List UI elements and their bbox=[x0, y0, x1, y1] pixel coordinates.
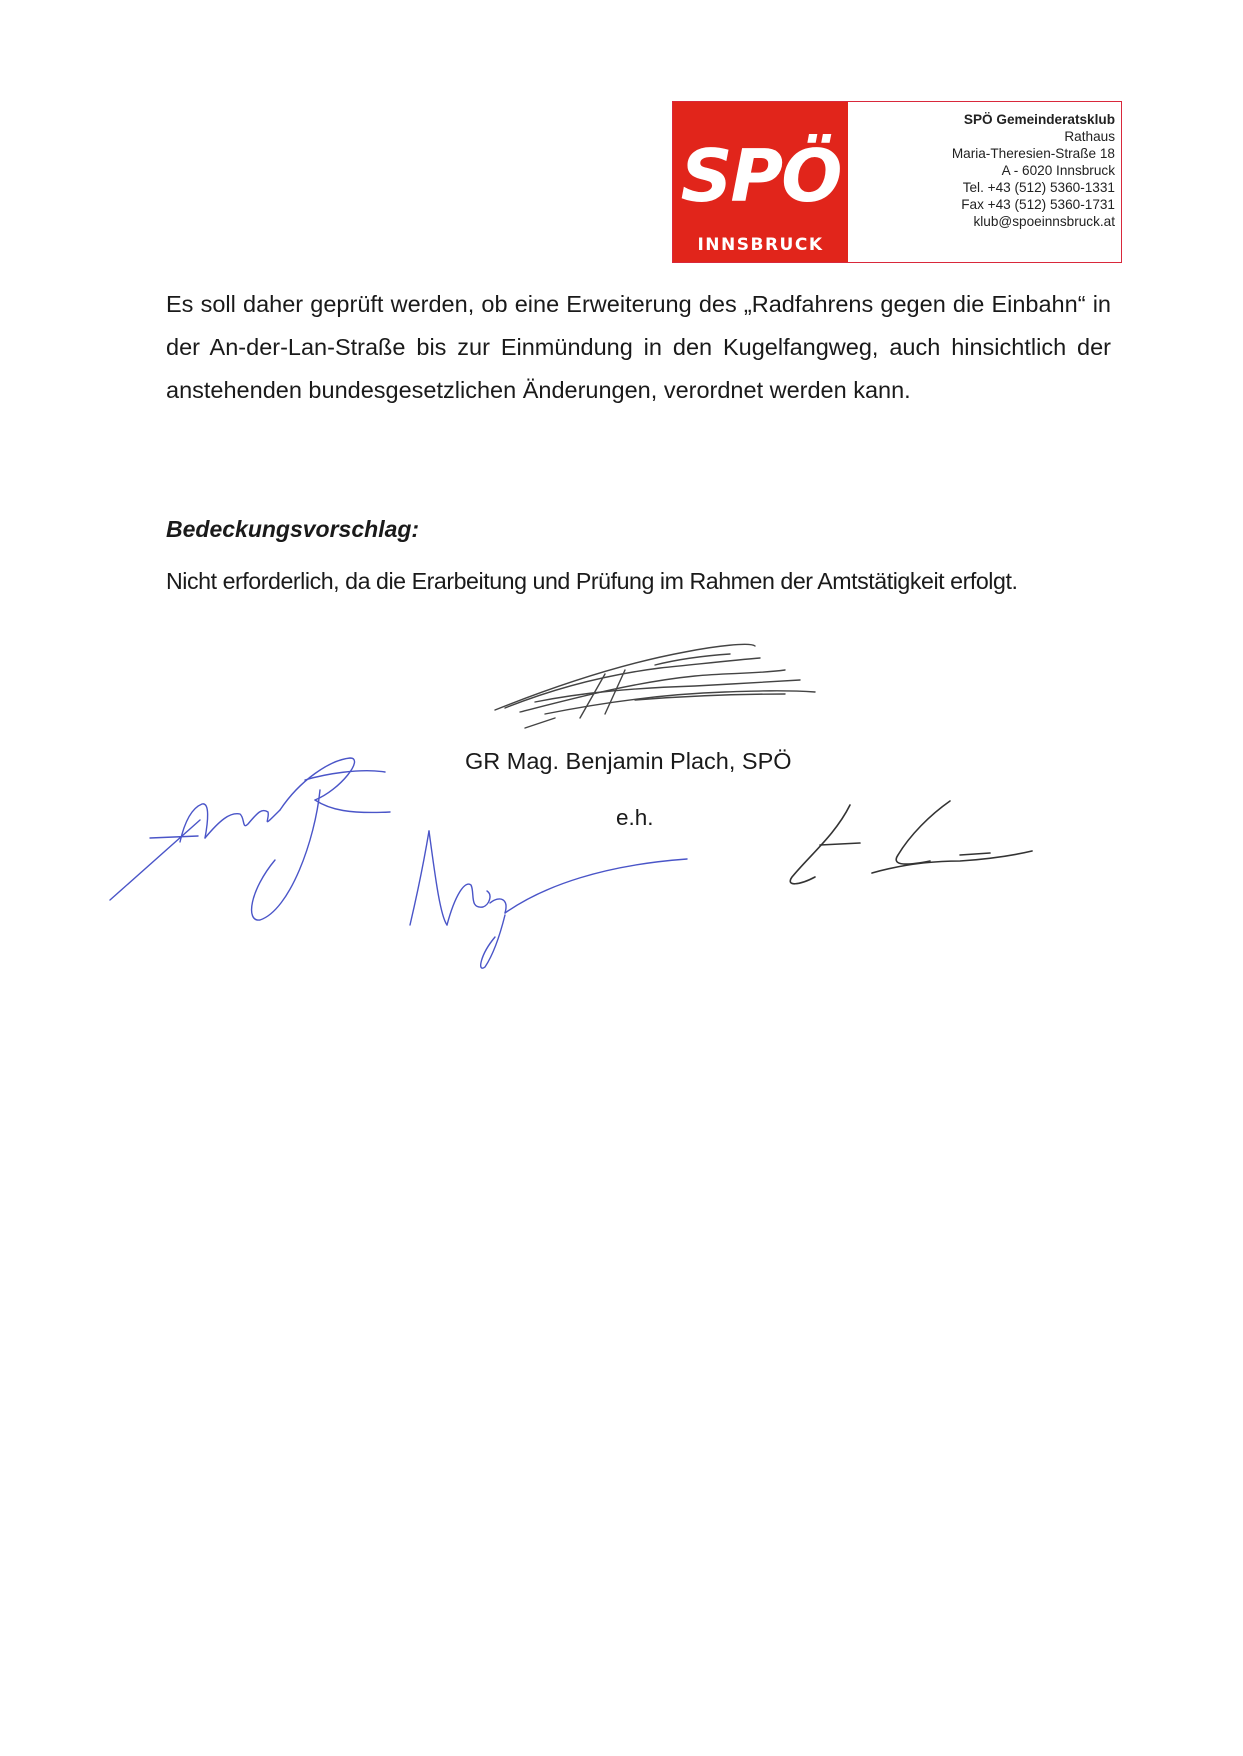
signature-blue-middle bbox=[405, 825, 690, 970]
signature-black-right bbox=[780, 795, 1040, 895]
contact-address bbox=[848, 102, 1121, 262]
logo-subtext: INNSBRUCK bbox=[697, 235, 824, 255]
coverage-text: Nicht erforderlich, da die Erarbeitung und Prüfung im Rahmen der Amtstätigkeit erfolgt. bbox=[166, 568, 1018, 594]
fax-number: Fax +43 (512) 5360-1731 bbox=[961, 197, 1115, 212]
letterhead bbox=[672, 101, 1122, 263]
city-address: A - 6020 Innsbruck bbox=[1001, 163, 1115, 178]
club-name: SPÖ Gemeinderatsklub bbox=[963, 112, 1115, 127]
signature-blue-left bbox=[110, 750, 420, 930]
signatory-name: GR Mag. Benjamin Plach, SPÖ bbox=[465, 748, 792, 774]
coverage-heading: Bedeckungsvorschlag: bbox=[166, 516, 420, 542]
signature-main bbox=[485, 630, 885, 740]
body-paragraph: Es soll daher geprüft werden, ob eine Erweiterung des „Radfahrens gegen die Einbahn“ in der An-der-Lan-Straße bis zur Einmündung in den Kugelfangweg, auch hinsichtlich der anstehenden bundesgesetzlichen Änderungen, verordnet werden kann. bbox=[166, 291, 1111, 403]
logo-text: SPÖ bbox=[680, 134, 841, 218]
email-address: klub@spoeinnsbruck.at bbox=[973, 214, 1115, 229]
phone-number: Tel. +43 (512) 5360-1331 bbox=[962, 180, 1115, 195]
street-address: Maria-Theresien-Straße 18 bbox=[951, 146, 1115, 161]
signed-note: e.h. bbox=[616, 805, 654, 830]
building-name: Rathaus bbox=[1064, 129, 1115, 144]
spoe-logo bbox=[673, 102, 848, 262]
